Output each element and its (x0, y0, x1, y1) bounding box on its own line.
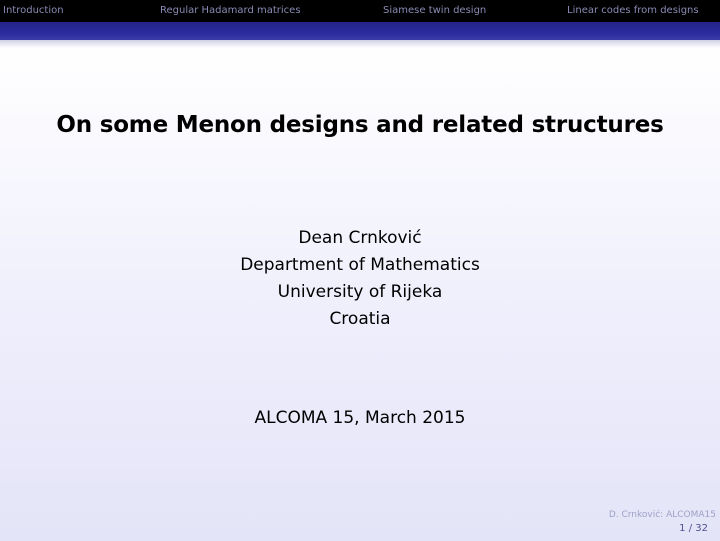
nav-section-siamese-twin[interactable]: Siamese twin design (383, 5, 487, 16)
author-university: University of Rijeka (277, 282, 443, 302)
nav-section-linear-codes[interactable]: Linear codes from designs (567, 5, 699, 16)
author-block (0, 225, 720, 333)
event-date: ALCOMA 15, March 2015 (254, 408, 466, 428)
author-name: Dean Crnković (298, 228, 422, 248)
navigation-shadow (0, 40, 720, 48)
nav-section-introduction[interactable]: Introduction (3, 5, 64, 16)
footer-author: D. Crnković: ALCOMA15 (608, 510, 716, 520)
author-department: Department of Mathematics (240, 255, 480, 275)
slide-title: On some Menon designs and related structures (56, 112, 664, 138)
section-navigation-bar (0, 0, 720, 22)
nav-section-regular-hadamard[interactable]: Regular Hadamard matrices (160, 5, 301, 16)
author-country: Croatia (329, 309, 391, 329)
page-number: 1 / 32 (679, 523, 708, 534)
navigation-subsection-strip (0, 22, 720, 40)
